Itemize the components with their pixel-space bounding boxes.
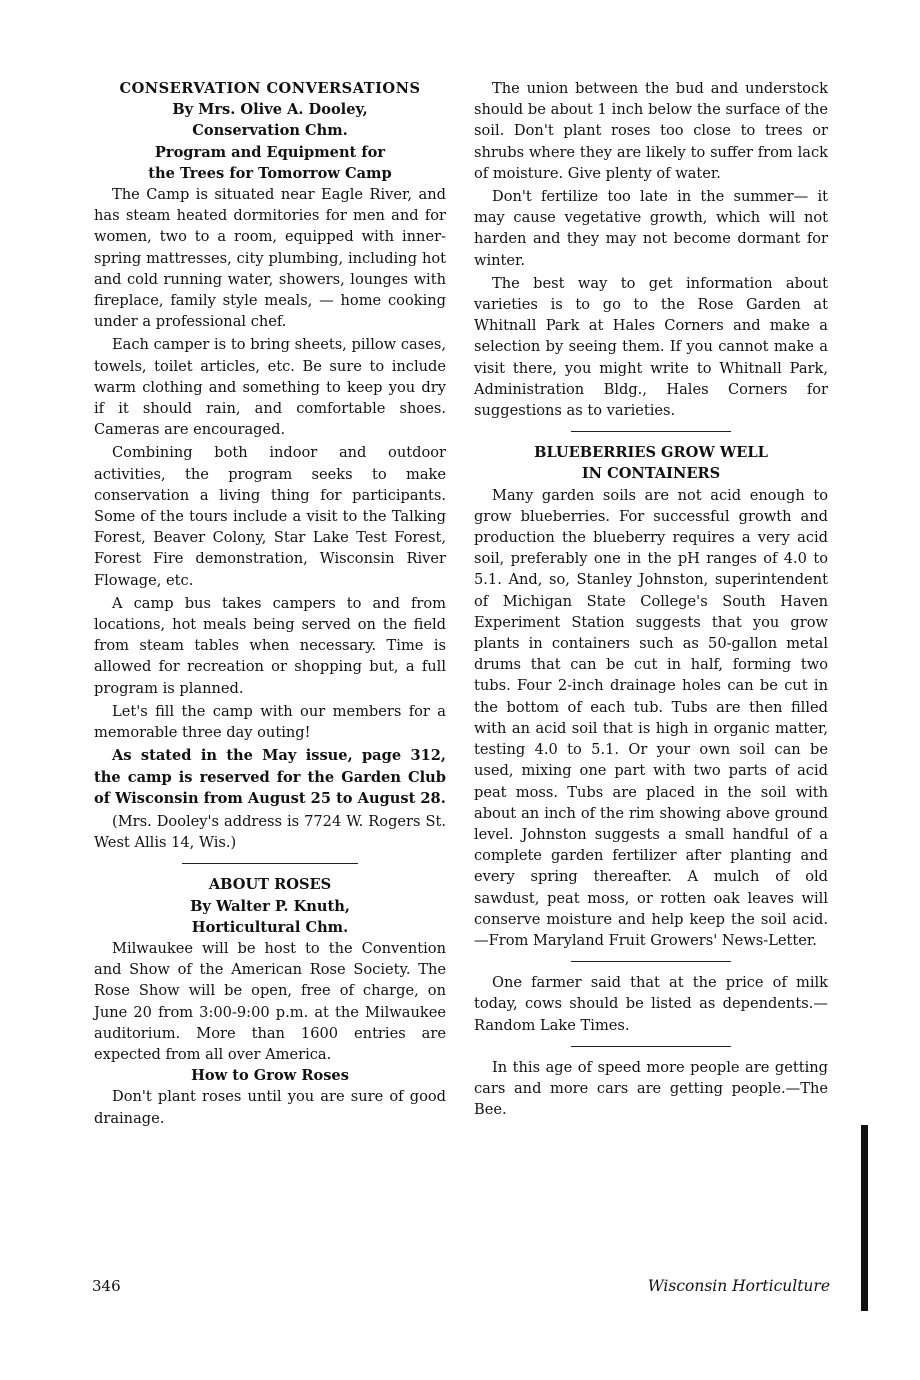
conservation-title: CONSERVATION CONVERSATIONS [119,80,421,97]
blueberries-title-line-1: BLUEBERRIES GROW WELL [534,444,768,462]
roses-paragraph: Don't plant roses until you are sure of good drainage. [94,1088,446,1127]
roses-byline: By Walter P. Knuth, [190,897,350,915]
scan-edge-bar [861,1125,868,1311]
conservation-paragraph: Let's fill the camp with our members for a memorable three day outing! [94,702,446,742]
roses-continued-paragraph: The union between the bud and understock should be about 1 inch below the surface of the soil. Don't plant roses too close to trees or shrubs where they are likely to suffer from lack of moisture. Give plenty of water. [474,80,828,182]
conservation-byline: By Mrs. Olive A. Dooley, [172,101,368,119]
conservation-role: Conservation Chm. [192,122,348,140]
roses-subhead: How to Grow Roses [191,1067,349,1085]
left-column [94,78,446,1129]
right-column [474,78,828,1120]
publication-title: Wisconsin Horticulture [647,1277,830,1295]
roses-title: ABOUT ROSES [208,876,332,894]
roses-paragraph: Milwaukee will be host to the Convention and Show of the American Rose Society. The Rose Show will be open, free of charge, on June 20 from 3:00-9:00 p.m. at the Milwaukee auditorium. More than 1600 entries are expected from all over America. [94,939,446,1063]
conservation-paragraph: Each camper is to bring sheets, pillow cases, towels, toilet articles, etc. Be sure to include warm clothing and something to keep you dry if it should rain, and comfortable shoes. Cameras are encouraged. [94,336,446,439]
section-divider [571,1046,730,1047]
filler-cars: In this age of speed more people are getting cars and more cars are getting people.—The Bee. [474,1058,828,1119]
roses-continued-paragraph: Don't fertilize too late in the summer— it may cause vegetative growth, which will not harden and they may not become dormant for winter. [474,188,828,269]
filler-cows: One farmer said that at the price of milk today, cows should be listed as dependents.—Random Lake Times. [474,974,828,1034]
conservation-paragraph: Combining both indoor and outdoor activities, the program seeks to make conservation a living thing for participants. Some of the tours include a visit to the Talking Forest, Beaver Colony, Star Lake Test Forest, Forest Fire demonstration, Wisconsin River Flowage, etc. [94,444,446,589]
section-divider [182,863,358,864]
conservation-address: (Mrs. Dooley's address is 7724 W. Rogers St. West Allis 14, Wis.) [94,812,446,852]
conservation-subhead-2: the Trees for Tomorrow Camp [148,164,392,182]
roses-role: Horticultural Chm. [191,918,349,936]
blueberries-title-line-2: IN CONTAINERS [581,465,721,483]
section-divider [571,961,730,962]
conservation-paragraph: The Camp is situated near Eagle River, and has steam heated dormitories for men and for women, two to a room, equipped with inner-spring mattresses, city plumbing, including hot and cold running water, showers, lounges with fireplace, family style meals, — home cooking under a professional chef. [94,186,446,331]
conservation-subhead-1: Program and Equipment for [154,143,386,161]
blueberries-paragraph: Many garden soils are not acid enough to grow blueberries. For successful growth and production the blueberry requires a very acid soil, preferably one in the pH ranges of 4.0 to 5.1. And, so, Stanley Johnston, superintendent of Michigan State College's South Haven Experiment Station suggests that you grow plants in containers such as 50-gallon metal drums that can be cut in half, forming two tubs. Four 2-inch drainage holes can be cut in the bottom of each tub. Tubs are then filled with an acid soil that is high in organic matter, testing 4.0 to 5.1. Or your own soil can be used, mixing one part with two parts of acid peat moss. Tubs are placed in the soil with about an inch of the rim showing above ground level. Johnston suggests a small handful of a complete garden fertilizer after planting and every spring thereafter. A mulch of old sawdust, peat moss, or rotten oak leaves will conserve moisture and help keep the soil acid.—From Maryland Fruit Growers' News-Letter. [474,486,828,949]
roses-continued-paragraph: The best way to get information about varieties is to go to the Rose Garden at Whitnall Park at Hales Corners and make a selection by seeing them. If you cannot make a visit there, you might write to Whitnall Park, Administration Bldg., Hales Corners for suggestions as to varieties. [474,274,828,420]
section-divider [571,431,730,432]
conservation-dates-notice: As stated in the May issue, page 312, the camp is reserved for the Garden Club of Wisconsin from August 25 to August 28. [94,747,446,807]
page-number: 346 [92,1277,121,1295]
conservation-paragraph: A camp bus takes campers to and from locations, hot meals being served on the field from steam tables when necessary. Time is allowed for recreation or shopping but, a full program is planned. [94,594,446,697]
